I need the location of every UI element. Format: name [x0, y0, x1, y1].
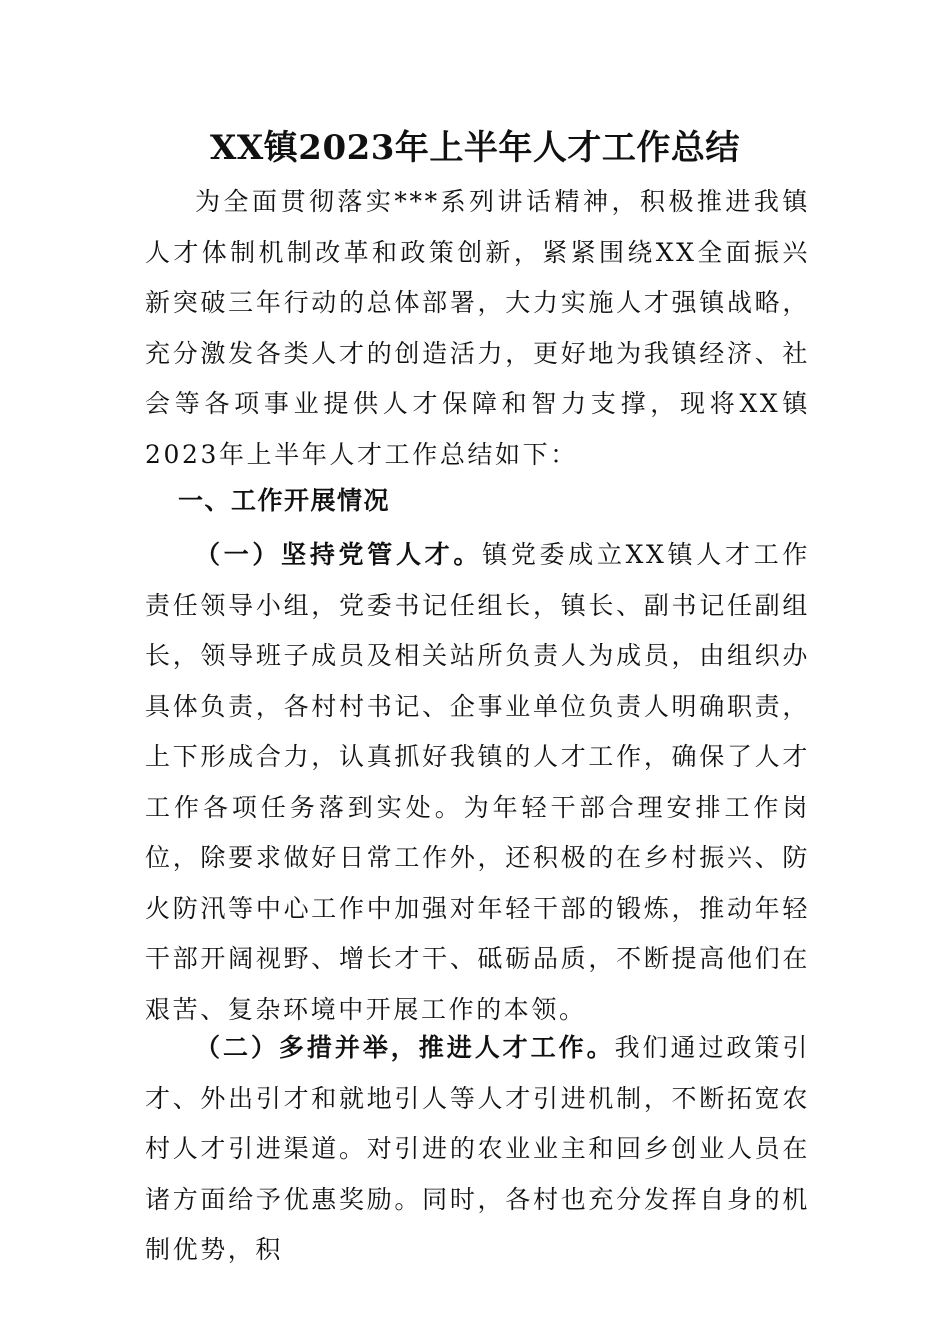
item-paragraph-2 — [145, 1023, 810, 1276]
item-lead-2: （二）多措并举，推进人才工作。 — [195, 1033, 615, 1062]
item-paragraph-1 — [145, 530, 810, 1035]
item-lead-1: （一）坚持党管人才。 — [195, 540, 483, 569]
item-text-2: 我们通过政策引才、外出引才和就地引人等人才引进机制，不断拓宽农村人才引进渠道。对引进的农业业主和回乡创业人员在诸方面给予优惠奖励。同时，各村也充分发挥自身的机制优势，积 — [145, 1033, 810, 1264]
intro-paragraph: 为全面贯彻落实***系列讲话精神，积极推进我镇人才体制机制改革和政策创新，紧紧围绕XX全面振兴新突破三年行动的总体部署，大力实施人才强镇战略，充分激发各类人才的创造活力，更好地为我镇经济、社会等各项事业提供人才保障和智力支撑，现将XX镇2023年上半年人才工作总结如下： — [145, 187, 810, 469]
section-heading: 一、工作开展情况 — [178, 486, 391, 515]
document-title: XX镇2023年上半年人才工作总结 — [210, 128, 740, 168]
item-text-1: 镇党委成立XX镇人才工作责任领导小组，党委书记任组长，镇长、副书记任副组长，领导班子成员及相关站所负责人为成员，由组织办具体负责，各村村书记、企事业单位负责人明确职责，上下形成合力，认真抓好我镇的人才工作，确保了人才工作各项任务落到实处。为年轻干部合理安排工作岗位，除要求做好日常工作外，还积极的在乡村振兴、防火防汛等中心工作中加强对年轻干部的锻炼，推动年轻干部开阔视野、增长才干、砥砺品质，不断提高他们在艰苦、复杂环境中开展工作的本领。 — [145, 540, 810, 1024]
